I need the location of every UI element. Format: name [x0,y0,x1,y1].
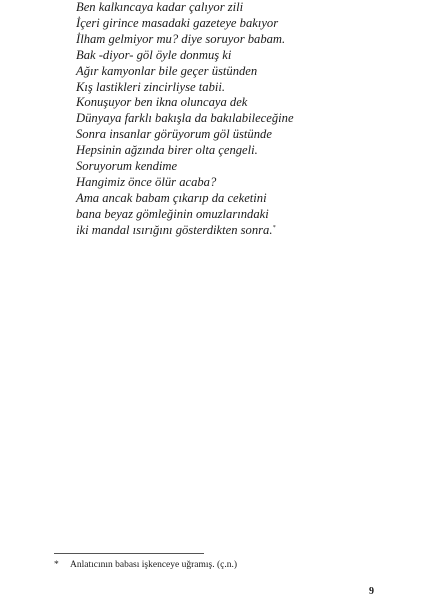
poem-line: Konuşuyor ben ikna oluncaya dek [76,95,248,110]
page-number: 9 [369,586,374,597]
poem-line: Bak -diyor- göl öyle donmuş ki [76,47,232,62]
poem-line: İlham gelmiyor mu? diye soruyor babam. [76,31,286,46]
poem-line-last [76,223,406,239]
footnote-divider [54,553,204,554]
footnote-marker: * [54,560,59,570]
poem-line: Sonra insanlar görüyorum göl üstünde [76,127,272,142]
poem-line: Hangimiz önce ölür acaba? [76,174,217,189]
footnote-text: Anlatıcının babası işkenceye uğramış. (ç.n.) [70,560,237,570]
poem-line: Hepsinin ağzında birer olta çengeli. [76,143,258,158]
poem-line: Dünyaya farklı bakışla da bakılabileceğine [76,111,294,126]
poem-line: Ağır kamyonlar bile geçer üstünden [76,63,258,78]
poem-line: İçeri girince masadaki gazeteye bakıyor [76,15,279,30]
poem-line: Ben kalkıncaya kadar çalıyor zili [76,0,244,14]
poem-line: bana beyaz gömleğinin omuzlarındaki [76,206,269,221]
poem-line: Kış lastikleri zincirliyse tabii. [76,79,226,94]
footnote-reference[interactable]: * [272,224,276,231]
poem-line-text: iki mandal ısırığını gösterdikten sonra. [76,222,273,237]
poem-line: Soruyorum kendime [76,159,178,174]
poem [76,0,406,239]
poem-line: Ama ancak babam çıkarıp da ceketini [76,190,267,205]
footnote [54,559,237,571]
